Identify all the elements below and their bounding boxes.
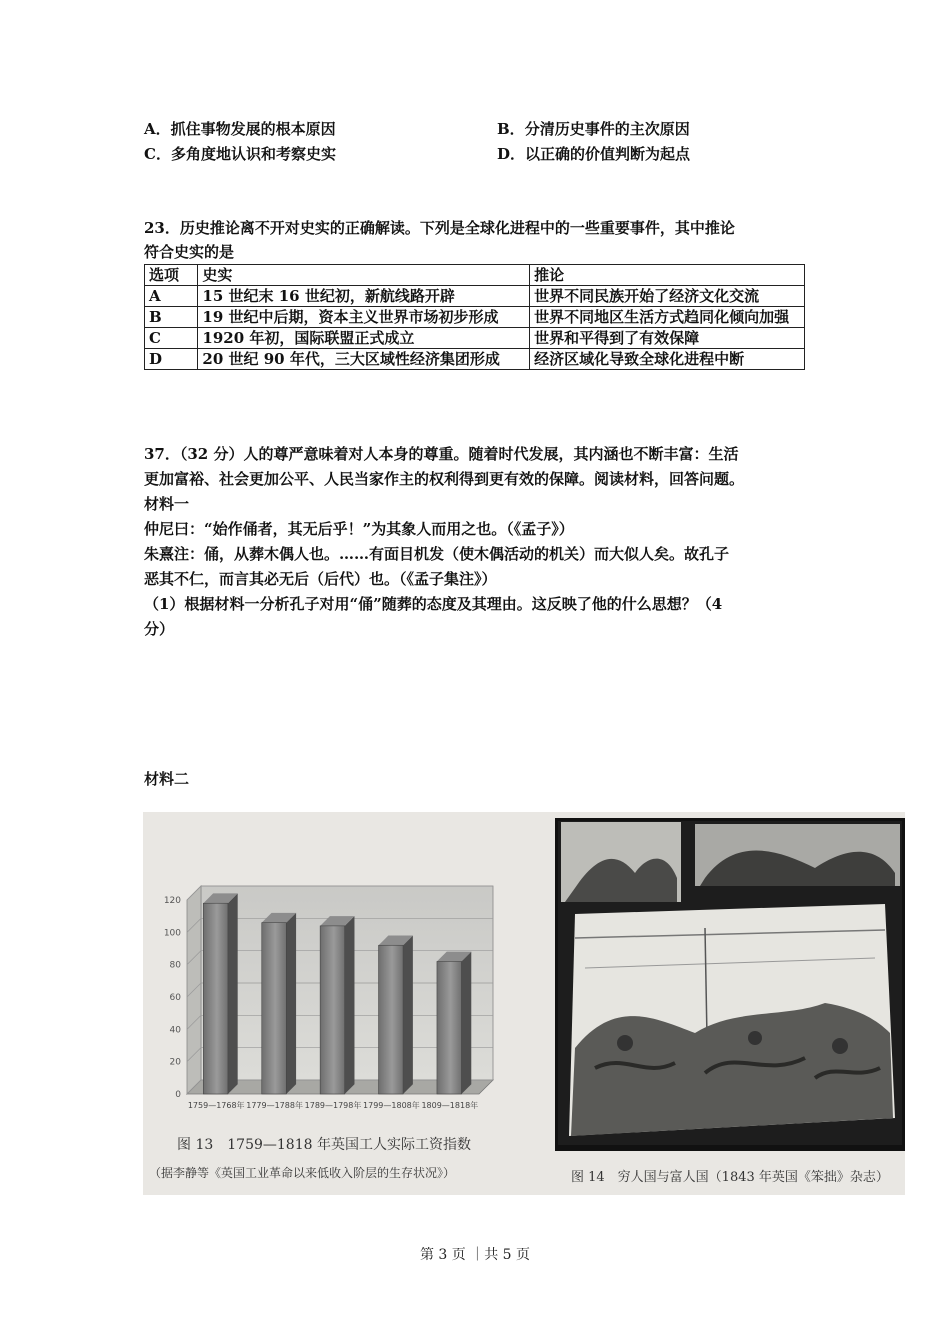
table-row: [145, 286, 805, 307]
x-tick-label: 1759—1768年: [187, 1101, 245, 1110]
row-fact: 15 世纪末 16 世纪初，新航线路开辟: [198, 286, 530, 307]
bar: [262, 913, 296, 1094]
bar-side: [228, 893, 238, 1094]
q37-stem-line2: 更加富裕、社会更加公平、人民当家作主的权利得到更有效的保障。阅读材料，回答问题。: [144, 470, 745, 488]
row-fact: 20 世纪 90 年代，三大区域性经济集团形成: [198, 349, 530, 370]
cartoon-engraving: [555, 818, 905, 1192]
sub-question1-line1: （1）根据材料一分析孔子对用“俑”随葬的态度及其理由。这反映了他的什么思想？（4: [144, 595, 723, 613]
header-fact: 史实: [198, 265, 530, 286]
table-row: [145, 328, 805, 349]
q37-stem-line1: 37．（32 分）人的尊严意味着对人本身的尊重。随着时代发展，其内涵也不断丰富：生活: [144, 445, 739, 463]
bar-side: [403, 935, 413, 1094]
material1-line1: 仲尼曰：“始作俑者，其无后乎！”为其象人而用之也。（《孟子》）: [144, 520, 574, 538]
row-option: A: [145, 286, 198, 307]
row-option: D: [145, 349, 198, 370]
figure14: [555, 818, 905, 1192]
option-letter: D．: [497, 145, 526, 163]
header-option: 选项: [145, 265, 198, 286]
option-a: [144, 118, 336, 139]
row-inference-text: 世界不同地区生活方式趋同化倾向加强: [534, 308, 790, 326]
y-tick-label: 80: [169, 960, 181, 971]
bar: [437, 952, 471, 1094]
x-tick-label: 1809—1818年: [421, 1101, 479, 1110]
y-tick-label: 0: [175, 1090, 181, 1100]
y-tick-label: 100: [163, 928, 181, 939]
row-fact: 1920 年初，国际联盟正式成立: [198, 328, 530, 349]
y-tick-label: 20: [169, 1057, 181, 1068]
option-letter: A．: [144, 120, 171, 138]
material1-line3: 恶其不仁，而言其必无后（后代）也。（《孟子集注》）: [144, 570, 497, 588]
figure13-source: （据李静等《英国工业革命以来低收入阶层的生存状况》）: [149, 1166, 456, 1180]
sub-question1-line2: 分）: [144, 620, 175, 638]
q23-stem-line2: 符合史实的是: [144, 243, 235, 261]
option-c: [144, 143, 336, 164]
table-header-row: [145, 265, 805, 286]
figure13: [143, 812, 538, 1195]
option-text: 多角度地认识和考察史实: [170, 145, 336, 163]
table-row: [145, 307, 805, 328]
bar-face: [437, 961, 462, 1094]
bar-side: [286, 913, 296, 1094]
material2-title: 材料二: [144, 770, 190, 788]
chart-x-ticks: [188, 1100, 478, 1110]
bar-face: [320, 926, 345, 1094]
row-fact: [198, 307, 530, 328]
q23-stem-line1: 23．历史推论离不开对史实的正确解读。下列是全球化进程中的一些重要事件，其中推论: [144, 219, 735, 237]
option-text: 分清历史事件的主次原因: [524, 120, 690, 138]
page-footer: 第 3 页 ｜共 5 页: [419, 1247, 531, 1263]
row-inference: 世界和平得到了有效保障: [530, 328, 805, 349]
y-tick-label: 40: [169, 1025, 181, 1036]
bar-face: [379, 945, 404, 1094]
chart-y-ticks: [164, 896, 181, 1100]
option-d: [497, 143, 690, 164]
row-option: B: [145, 307, 198, 328]
option-text: 以正确的价值判断为起点: [525, 145, 691, 163]
row-inference: 经济区域化导致全球化进程中断: [530, 349, 805, 370]
row-inference: 世界不同民族开始了经济文化交流: [530, 286, 805, 307]
bar-face: [262, 923, 287, 1094]
y-tick-label: 120: [163, 896, 181, 906]
bar: [203, 893, 237, 1094]
header-inference: 推论: [530, 265, 805, 286]
x-tick-label: 1799—1808年: [363, 1101, 420, 1110]
option-letter: C．: [144, 145, 171, 163]
material2-figures: [143, 812, 905, 1195]
table-row: [145, 349, 805, 370]
figure14-caption: 图 14 穷人国与富人国（1843 年英国《笨拙》杂志）: [571, 1170, 889, 1185]
bar: [320, 916, 354, 1094]
bar-face: [203, 903, 228, 1094]
q23-table: [144, 264, 805, 370]
figure13-caption: 图 13 1759—1818 年英国工人实际工资指数: [177, 1137, 471, 1153]
material1-line2: 朱熹注：俑，从葬木偶人也。……有面目机发（使木偶活动的机关）而大似人矣。故孔子: [144, 545, 730, 563]
y-tick-label: 60: [169, 993, 181, 1003]
x-tick-label: 1789—1798年: [304, 1101, 362, 1110]
option-letter: B．: [497, 120, 525, 138]
row-fact-text: 19 世纪中后期，资本主义世界市场初步形成: [202, 308, 499, 326]
option-text: 抓住事物发展的根本原因: [170, 120, 336, 138]
bar: [379, 935, 413, 1094]
x-tick-label: 1779—1788年: [246, 1101, 303, 1110]
material1-title: 材料一: [144, 495, 190, 513]
bar-side: [461, 952, 471, 1094]
row-option: C: [145, 328, 198, 349]
row-inference: [530, 307, 805, 328]
bar-side: [345, 916, 355, 1094]
option-b: [497, 118, 690, 139]
